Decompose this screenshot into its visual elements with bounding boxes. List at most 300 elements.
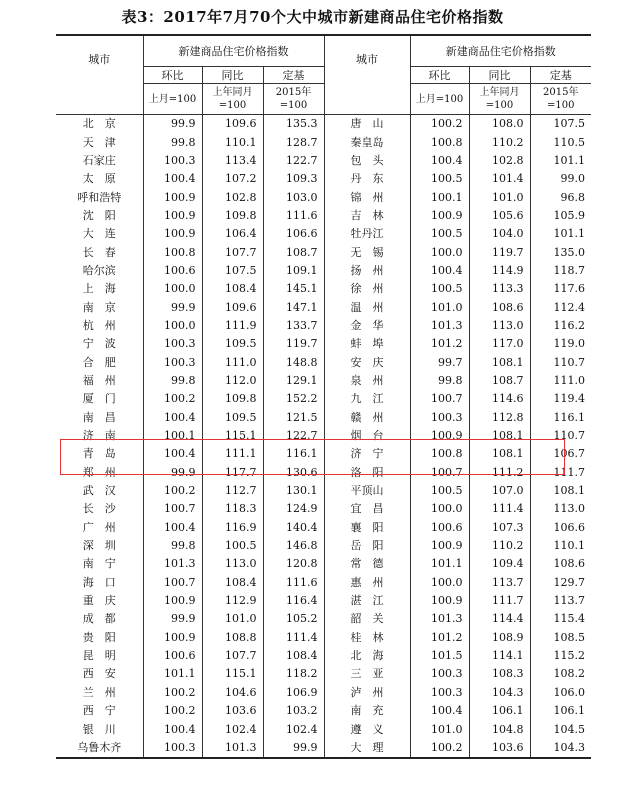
cell-right-dingji: 105.9 — [553, 208, 585, 222]
cell-left-dingji: 147.1 — [263, 298, 324, 316]
cell-left-huanbi: 99.9 — [143, 464, 202, 482]
cell-right-dingji: 106.6 — [553, 520, 585, 534]
cell-left-city: 郑 州 — [56, 464, 143, 482]
cell-right-city: 温 州 — [324, 298, 410, 316]
cell-right-huanbi: 99.8 — [410, 372, 469, 390]
header-tongbi-base-left: 上年同月=100 — [202, 84, 263, 115]
cell-right-huanbi: 99.7 — [410, 353, 469, 371]
header-dingji-base-right: 2015年=100 — [530, 84, 591, 115]
cell-left-dingji: 152.2 — [263, 390, 324, 408]
cell-left-huanbi: 100.4 — [143, 170, 202, 188]
cell-left-tongbi: 108.8 — [202, 629, 263, 647]
cell-right-dingji: 96.8 — [560, 190, 585, 204]
cell-left-dingji: 108.7 — [263, 243, 324, 261]
table-row — [56, 390, 591, 408]
cell-right-tongbi: 112.8 — [469, 409, 530, 427]
cell-right-dingji: 107.5 — [553, 117, 585, 131]
cell-left-huanbi: 100.2 — [143, 684, 202, 702]
cell-left-huanbi: 100.6 — [143, 262, 202, 280]
cell-right-dingji: 129.7 — [553, 575, 585, 589]
cell-right-dingji: 106.7 — [553, 447, 585, 461]
cell-left-huanbi: 100.1 — [143, 427, 202, 445]
cell-right-tongbi: 108.6 — [469, 298, 530, 316]
cell-left-huanbi: 99.8 — [143, 372, 202, 390]
cell-right-dingji: 108.2 — [553, 667, 585, 681]
cell-left-huanbi: 99.9 — [143, 610, 202, 628]
cell-right-huanbi: 101.5 — [410, 647, 469, 665]
cell-left-huanbi: 100.3 — [143, 739, 202, 758]
cell-left-huanbi: 99.8 — [143, 537, 202, 555]
table-row — [56, 280, 591, 298]
table-row — [56, 574, 591, 592]
cell-left-tongbi: 111.1 — [202, 445, 263, 463]
cell-left-tongbi: 113.4 — [202, 152, 263, 170]
cell-left-city: 武 汉 — [56, 482, 143, 500]
table-row — [56, 739, 591, 758]
cell-left-dingji: 108.4 — [263, 647, 324, 665]
cell-left-huanbi: 100.4 — [143, 445, 202, 463]
cell-left-dingji: 106.6 — [263, 225, 324, 243]
cell-right-tongbi: 108.7 — [469, 372, 530, 390]
cell-right-dingji: 110.1 — [553, 539, 585, 553]
cell-left-tongbi: 117.7 — [202, 464, 263, 482]
cell-right-huanbi: 100.7 — [410, 464, 469, 482]
cell-right-city: 包 头 — [324, 152, 410, 170]
cell-left-city: 成 都 — [56, 610, 143, 628]
cell-left-city: 重 庆 — [56, 592, 143, 610]
cell-left-huanbi: 100.9 — [143, 629, 202, 647]
cell-left-tongbi: 103.6 — [202, 702, 263, 720]
cell-right-city: 泸 州 — [324, 684, 410, 702]
cell-right-huanbi: 100.1 — [410, 188, 469, 206]
cell-right-city: 岳 阳 — [324, 537, 410, 555]
cell-right-dingji: 104.5 — [553, 722, 585, 736]
cell-right-tongbi: 110.2 — [469, 537, 530, 555]
cell-left-tongbi: 107.2 — [202, 170, 263, 188]
cell-right-city: 韶 关 — [324, 610, 410, 628]
cell-right-tongbi: 110.2 — [469, 133, 530, 151]
cell-left-dingji: 106.9 — [263, 684, 324, 702]
cell-right-huanbi: 100.2 — [410, 115, 469, 134]
cell-right-dingji: 119.0 — [553, 337, 585, 351]
cell-right-dingji: 115.4 — [553, 612, 585, 626]
cell-left-city: 长 春 — [56, 243, 143, 261]
cell-right-tongbi: 101.4 — [469, 170, 530, 188]
cell-left-tongbi: 109.6 — [202, 298, 263, 316]
cell-left-city: 长 沙 — [56, 500, 143, 518]
cell-right-city: 襄 阳 — [324, 519, 410, 537]
cell-left-tongbi: 116.9 — [202, 519, 263, 537]
cell-right-tongbi: 114.4 — [469, 610, 530, 628]
table-row — [56, 464, 591, 482]
table-row — [56, 665, 591, 683]
table-row — [56, 647, 591, 665]
cell-left-dingji: 109.3 — [263, 170, 324, 188]
cell-left-tongbi: 106.4 — [202, 225, 263, 243]
cell-left-tongbi: 109.8 — [202, 207, 263, 225]
cell-left-tongbi: 109.8 — [202, 390, 263, 408]
cell-right-dingji: 111.0 — [553, 373, 585, 387]
cell-right-huanbi: 101.0 — [410, 298, 469, 316]
cell-right-dingji: 135.0 — [553, 245, 585, 259]
cell-right-huanbi: 100.5 — [410, 225, 469, 243]
header-tongbi-left: 同比 — [202, 67, 263, 84]
cell-right-huanbi: 101.1 — [410, 555, 469, 573]
cell-left-tongbi: 115.1 — [202, 665, 263, 683]
cell-right-huanbi: 100.5 — [410, 280, 469, 298]
cell-left-tongbi: 109.6 — [202, 115, 263, 134]
cell-left-dingji: 111.4 — [263, 629, 324, 647]
cell-right-city: 唐 山 — [324, 115, 410, 134]
cell-right-city: 吉 林 — [324, 207, 410, 225]
cell-right-dingji: 110.7 — [553, 429, 585, 443]
cell-left-city: 上 海 — [56, 280, 143, 298]
cell-right-huanbi: 100.5 — [410, 170, 469, 188]
table-row — [56, 427, 591, 445]
cell-left-dingji: 116.4 — [263, 592, 324, 610]
table-row — [56, 610, 591, 628]
cell-right-huanbi: 100.0 — [410, 574, 469, 592]
cell-left-tongbi: 107.7 — [202, 647, 263, 665]
cell-left-dingji: 124.9 — [263, 500, 324, 518]
cell-right-dingji: 111.7 — [553, 465, 585, 479]
table-row — [56, 317, 591, 335]
cell-right-city: 洛 阳 — [324, 464, 410, 482]
price-index-table — [56, 34, 591, 759]
cell-left-city: 太 原 — [56, 170, 143, 188]
cell-right-huanbi: 100.5 — [410, 482, 469, 500]
cell-left-dingji: 103.0 — [263, 188, 324, 206]
header-city-left: 城市 — [56, 35, 143, 84]
cell-right-dingji: 99.0 — [560, 172, 585, 186]
cell-left-huanbi: 100.3 — [143, 353, 202, 371]
cell-left-tongbi: 110.1 — [202, 133, 263, 151]
cell-left-huanbi: 100.2 — [143, 390, 202, 408]
table-header — [56, 35, 591, 115]
cell-left-dingji: 122.7 — [263, 427, 324, 445]
table-row — [56, 409, 591, 427]
cell-right-dingji: 116.2 — [553, 318, 585, 332]
cell-right-city: 湛 江 — [324, 592, 410, 610]
cell-right-city: 惠 州 — [324, 574, 410, 592]
cell-right-dingji: 110.7 — [553, 355, 585, 369]
cell-right-tongbi: 104.3 — [469, 684, 530, 702]
table-row — [56, 592, 591, 610]
cell-right-city: 平顶山 — [324, 482, 410, 500]
cell-right-dingji: 108.6 — [553, 557, 585, 571]
cell-left-tongbi: 113.0 — [202, 555, 263, 573]
cell-left-huanbi: 99.9 — [143, 298, 202, 316]
cell-left-huanbi: 100.0 — [143, 317, 202, 335]
cell-right-tongbi: 113.7 — [469, 574, 530, 592]
cell-left-city: 天 津 — [56, 133, 143, 151]
cell-right-city: 泉 州 — [324, 372, 410, 390]
cell-right-huanbi: 100.8 — [410, 445, 469, 463]
cell-left-city: 南 京 — [56, 298, 143, 316]
cell-left-city: 哈尔滨 — [56, 262, 143, 280]
cell-left-tongbi: 112.0 — [202, 372, 263, 390]
cell-right-huanbi: 100.3 — [410, 665, 469, 683]
cell-right-tongbi: 101.0 — [469, 188, 530, 206]
table-row — [56, 500, 591, 518]
cell-left-city: 南 宁 — [56, 555, 143, 573]
cell-right-dingji: 115.2 — [553, 649, 585, 663]
cell-left-city: 西 安 — [56, 665, 143, 683]
cell-right-city: 秦皇岛 — [324, 133, 410, 151]
cell-right-tongbi: 119.7 — [469, 243, 530, 261]
cell-left-city: 深 圳 — [56, 537, 143, 555]
cell-left-dingji: 130.6 — [263, 464, 324, 482]
cell-left-city: 广 州 — [56, 519, 143, 537]
cell-left-dingji: 146.8 — [263, 537, 324, 555]
cell-right-tongbi: 108.9 — [469, 629, 530, 647]
cell-left-huanbi: 100.2 — [143, 702, 202, 720]
cell-left-tongbi: 101.0 — [202, 610, 263, 628]
cell-left-huanbi: 100.9 — [143, 207, 202, 225]
cell-right-tongbi: 108.1 — [469, 353, 530, 371]
cell-right-dingji: 118.7 — [553, 263, 585, 277]
cell-right-dingji: 101.1 — [553, 153, 585, 167]
cell-left-dingji: 121.5 — [263, 409, 324, 427]
cell-right-huanbi: 100.4 — [410, 702, 469, 720]
cell-right-city: 丹 东 — [324, 170, 410, 188]
cell-left-tongbi: 115.1 — [202, 427, 263, 445]
cell-left-city: 呼和浩特 — [56, 188, 143, 206]
cell-left-tongbi: 111.0 — [202, 353, 263, 371]
cell-left-city: 石家庄 — [56, 152, 143, 170]
table-row — [56, 170, 591, 188]
cell-right-city: 扬 州 — [324, 262, 410, 280]
cell-left-huanbi: 100.0 — [143, 280, 202, 298]
table-row — [56, 519, 591, 537]
cell-left-city: 南 昌 — [56, 409, 143, 427]
cell-right-city: 常 德 — [324, 555, 410, 573]
cell-left-city: 兰 州 — [56, 684, 143, 702]
cell-right-tongbi: 107.0 — [469, 482, 530, 500]
cell-right-city: 赣 州 — [324, 409, 410, 427]
cell-left-city: 厦 门 — [56, 390, 143, 408]
table-row — [56, 207, 591, 225]
cell-left-city: 乌鲁木齐 — [56, 739, 143, 758]
cell-right-huanbi: 100.6 — [410, 519, 469, 537]
cell-right-huanbi: 100.3 — [410, 409, 469, 427]
table-row — [56, 537, 591, 555]
cell-right-city: 大 理 — [324, 739, 410, 758]
cell-right-city: 徐 州 — [324, 280, 410, 298]
header-city-right: 城市 — [324, 35, 410, 84]
table-row — [56, 482, 591, 500]
cell-left-dingji: 128.7 — [263, 133, 324, 151]
cell-right-tongbi: 108.1 — [469, 445, 530, 463]
cell-right-dingji: 112.4 — [553, 300, 585, 314]
table-body — [56, 115, 591, 759]
header-huanbi-right: 环比 — [410, 67, 469, 84]
cell-right-city: 宜 昌 — [324, 500, 410, 518]
cell-left-tongbi: 108.4 — [202, 574, 263, 592]
table-row — [56, 335, 591, 353]
cell-right-city: 金 华 — [324, 317, 410, 335]
cell-right-city: 烟 台 — [324, 427, 410, 445]
header-huanbi-base-left: 上月=100 — [143, 84, 202, 115]
cell-right-city: 桂 林 — [324, 629, 410, 647]
cell-left-huanbi: 100.6 — [143, 647, 202, 665]
cell-left-huanbi: 100.4 — [143, 720, 202, 738]
cell-right-tongbi: 108.0 — [469, 115, 530, 134]
header-tongbi-base-right: 上年同月=100 — [469, 84, 530, 115]
cell-right-huanbi: 101.0 — [410, 720, 469, 738]
table-row — [56, 115, 591, 134]
cell-left-dingji: 140.4 — [263, 519, 324, 537]
cell-right-huanbi: 100.8 — [410, 133, 469, 151]
cell-right-tongbi: 114.9 — [469, 262, 530, 280]
cell-left-huanbi: 100.4 — [143, 409, 202, 427]
cell-right-tongbi: 102.8 — [469, 152, 530, 170]
cell-left-dingji: 145.1 — [263, 280, 324, 298]
cell-right-dingji: 119.4 — [553, 392, 585, 406]
cell-left-huanbi: 99.8 — [143, 133, 202, 151]
cell-right-city: 牡丹江 — [324, 225, 410, 243]
cell-left-tongbi: 102.8 — [202, 188, 263, 206]
cell-right-city: 蚌 埠 — [324, 335, 410, 353]
cell-right-dingji: 104.3 — [530, 739, 591, 758]
table-row — [56, 702, 591, 720]
table-row — [56, 720, 591, 738]
table-row — [56, 225, 591, 243]
cell-left-city: 福 州 — [56, 372, 143, 390]
cell-left-huanbi: 100.9 — [143, 225, 202, 243]
cell-right-tongbi: 104.0 — [469, 225, 530, 243]
header-group-left: 新建商品住宅价格指数 — [143, 35, 324, 67]
cell-left-huanbi: 100.8 — [143, 243, 202, 261]
cell-left-huanbi: 100.3 — [143, 335, 202, 353]
cell-right-huanbi: 100.3 — [410, 684, 469, 702]
cell-left-city: 西 宁 — [56, 702, 143, 720]
cell-right-huanbi: 100.9 — [410, 427, 469, 445]
cell-right-tongbi: 111.7 — [469, 592, 530, 610]
cell-left-city: 济 南 — [56, 427, 143, 445]
cell-right-city: 三 亚 — [324, 665, 410, 683]
cell-left-dingji: 102.4 — [263, 720, 324, 738]
cell-left-dingji: 130.1 — [263, 482, 324, 500]
cell-right-dingji: 106.0 — [553, 685, 585, 699]
cell-right-huanbi: 100.0 — [410, 500, 469, 518]
cell-left-dingji: 103.2 — [263, 702, 324, 720]
cell-right-tongbi: 108.3 — [469, 665, 530, 683]
header-tongbi-right: 同比 — [469, 67, 530, 84]
cell-right-city: 安 庆 — [324, 353, 410, 371]
cell-right-tongbi: 113.0 — [469, 317, 530, 335]
table-title: 表3：2017年7月70个大中城市新建商品住宅价格指数 — [121, 8, 504, 26]
cell-left-city: 宁 波 — [56, 335, 143, 353]
header-huanbi-base-right: 上月=100 — [410, 84, 469, 115]
header-city-right-spacer — [324, 84, 410, 115]
header-group-right: 新建商品住宅价格指数 — [410, 35, 591, 67]
cell-left-dingji: 129.1 — [263, 372, 324, 390]
cell-left-huanbi: 100.9 — [143, 188, 202, 206]
cell-right-tongbi: 104.8 — [469, 720, 530, 738]
cell-left-huanbi: 100.7 — [143, 574, 202, 592]
table-row — [56, 243, 591, 261]
header-city-left-spacer — [56, 84, 143, 115]
cell-right-tongbi: 113.3 — [469, 280, 530, 298]
cell-left-dingji: 120.8 — [263, 555, 324, 573]
cell-right-city: 南 充 — [324, 702, 410, 720]
cell-right-city: 无 锡 — [324, 243, 410, 261]
cell-right-dingji: 108.5 — [553, 630, 585, 644]
table-row — [56, 133, 591, 151]
cell-right-huanbi: 100.9 — [410, 207, 469, 225]
cell-right-tongbi: 111.4 — [469, 500, 530, 518]
cell-right-huanbi: 100.4 — [410, 262, 469, 280]
header-dingji-right: 定基 — [530, 67, 591, 84]
cell-left-huanbi: 100.7 — [143, 500, 202, 518]
table-row — [56, 445, 591, 463]
table-row — [56, 372, 591, 390]
cell-left-dingji: 119.7 — [263, 335, 324, 353]
cell-left-tongbi: 107.7 — [202, 243, 263, 261]
cell-left-city: 大 连 — [56, 225, 143, 243]
cell-left-tongbi: 109.5 — [202, 335, 263, 353]
cell-left-dingji: 116.1 — [263, 445, 324, 463]
cell-right-huanbi: 100.9 — [410, 592, 469, 610]
cell-left-dingji: 135.3 — [263, 115, 324, 134]
cell-right-tongbi: 105.6 — [469, 207, 530, 225]
cell-right-huanbi: 100.7 — [410, 390, 469, 408]
cell-left-dingji: 122.7 — [263, 152, 324, 170]
cell-left-city: 沈 阳 — [56, 207, 143, 225]
cell-left-huanbi: 100.4 — [143, 519, 202, 537]
header-dingji-base-left: 2015年=100 — [263, 84, 324, 115]
cell-right-huanbi: 100.0 — [410, 243, 469, 261]
cell-left-city: 合 肥 — [56, 353, 143, 371]
cell-left-tongbi: 104.6 — [202, 684, 263, 702]
cell-right-tongbi: 109.4 — [469, 555, 530, 573]
cell-right-city: 济 宁 — [324, 445, 410, 463]
cell-left-dingji: 99.9 — [263, 739, 324, 758]
cell-left-tongbi: 108.4 — [202, 280, 263, 298]
table-row — [56, 555, 591, 573]
cell-right-tongbi: 103.6 — [469, 739, 530, 758]
cell-left-city: 昆 明 — [56, 647, 143, 665]
cell-left-huanbi: 99.9 — [143, 115, 202, 134]
cell-right-tongbi: 114.1 — [469, 647, 530, 665]
cell-right-dingji: 108.1 — [553, 484, 585, 498]
cell-left-huanbi: 101.1 — [143, 665, 202, 683]
cell-left-tongbi: 107.5 — [202, 262, 263, 280]
cell-right-city: 北 海 — [324, 647, 410, 665]
cell-left-tongbi: 102.4 — [202, 720, 263, 738]
cell-left-tongbi: 111.9 — [202, 317, 263, 335]
cell-right-huanbi: 100.4 — [410, 152, 469, 170]
cell-left-tongbi: 112.7 — [202, 482, 263, 500]
cell-left-tongbi: 101.3 — [202, 739, 263, 758]
cell-right-tongbi: 114.6 — [469, 390, 530, 408]
cell-right-huanbi: 101.2 — [410, 629, 469, 647]
cell-left-city: 贵 阳 — [56, 629, 143, 647]
cell-left-huanbi: 100.9 — [143, 592, 202, 610]
table-row — [56, 262, 591, 280]
header-dingji-left: 定基 — [263, 67, 324, 84]
cell-right-city: 遵 义 — [324, 720, 410, 738]
cell-left-tongbi: 118.3 — [202, 500, 263, 518]
cell-left-huanbi: 101.3 — [143, 555, 202, 573]
cell-left-dingji: 148.8 — [263, 353, 324, 371]
cell-right-tongbi: 106.1 — [469, 702, 530, 720]
cell-right-dingji: 101.1 — [553, 227, 585, 241]
cell-right-dingji: 113.7 — [553, 594, 585, 608]
cell-left-tongbi: 112.9 — [202, 592, 263, 610]
cell-right-huanbi: 101.3 — [410, 610, 469, 628]
